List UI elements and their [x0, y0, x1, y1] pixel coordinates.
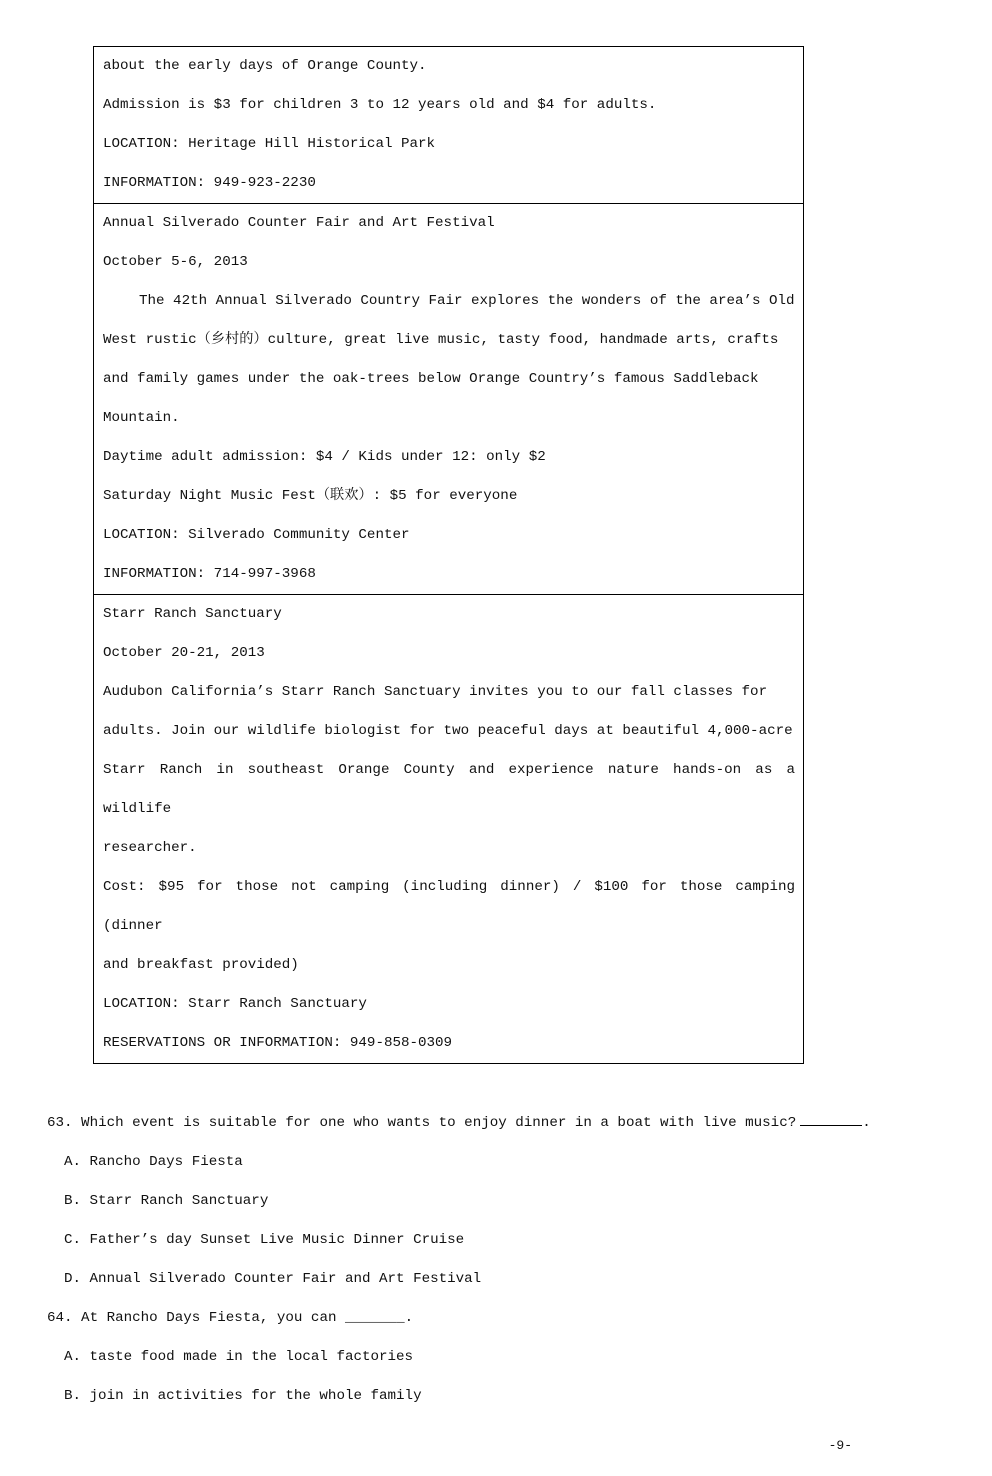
- event-admission: Admission is $3 for children 3 to 12 years old and $4 for adults.: [103, 97, 657, 113]
- event-cell: [94, 47, 804, 204]
- event-title: Annual Silverado Counter Fair and Art Festival: [103, 215, 495, 231]
- event-description-line: Mountain.: [103, 410, 180, 426]
- event-location: LOCATION: Starr Ranch Sanctuary: [103, 996, 367, 1012]
- event-description-line: adults. Join our wildlife biologist for two peaceful days at beautiful 4,000-acre: [103, 723, 793, 739]
- page-number: -9-: [828, 1438, 852, 1453]
- event-location: LOCATION: Silverado Community Center: [103, 527, 410, 543]
- event-description-line: Starr Ranch in southeast Orange County and experience nature hands-on as a wildlife: [103, 762, 795, 817]
- event-description-line: researcher.: [103, 840, 197, 856]
- event-information: INFORMATION: 714-997-3968: [103, 566, 316, 582]
- event-cell: [94, 204, 804, 595]
- event-information: INFORMATION: 949-923-2230: [103, 175, 316, 191]
- event-row-starr-ranch: [94, 595, 804, 1064]
- events-table: [93, 46, 804, 1064]
- event-description-line: and family games under the oak-trees below Orange Country’s famous Saddleback: [103, 371, 759, 387]
- question-stem-end: .: [862, 1115, 871, 1131]
- event-location: LOCATION: Heritage Hill Historical Park: [103, 136, 436, 152]
- event-date: October 20-21, 2013: [103, 645, 265, 661]
- answer-blank: [800, 1113, 862, 1126]
- question-stem: 63. Which event is suitable for one who wants to enjoy dinner in a boat with live music?: [47, 1115, 797, 1131]
- event-admission: Daytime adult admission: $4 / Kids under 12: only $2: [103, 449, 546, 465]
- event-row-silverado-fair: [94, 204, 804, 595]
- event-description-line: West rustic（乡村的）culture, great live music, tasty food, handmade arts, crafts: [103, 332, 779, 348]
- event-cost-line: and breakfast provided): [103, 957, 299, 973]
- option-d: D. Annual Silverado Counter Fair and Art Festival: [64, 1271, 482, 1287]
- question-64: 64. At Rancho Days Fiesta, you can _______.: [47, 1310, 414, 1326]
- option-a: A. Rancho Days Fiesta: [64, 1154, 243, 1170]
- event-description-line: The 42th Annual Silverado Country Fair explores the wonders of the area’s Old: [139, 293, 795, 309]
- event-date: October 5-6, 2013: [103, 254, 248, 270]
- event-row-rancho-days: [94, 47, 804, 204]
- option-c: C. Father’s day Sunset Live Music Dinner Cruise: [64, 1232, 465, 1248]
- option-b: B. Starr Ranch Sanctuary: [64, 1193, 269, 1209]
- event-cell: [94, 595, 804, 1064]
- event-music-fest: Saturday Night Music Fest（联欢）: $5 for everyone: [103, 488, 518, 504]
- event-information: RESERVATIONS OR INFORMATION: 949-858-0309: [103, 1035, 453, 1051]
- event-title: Starr Ranch Sanctuary: [103, 606, 282, 622]
- option-a: A. taste food made in the local factories: [64, 1349, 414, 1365]
- option-b: B. join in activities for the whole family: [64, 1388, 422, 1404]
- event-description-line: Audubon California’s Starr Ranch Sanctuary invites you to our fall classes for: [103, 684, 768, 700]
- event-description-line: about the early days of Orange County.: [103, 58, 427, 74]
- event-cost-line: Cost: $95 for those not camping (including dinner) / $100 for those camping (dinner: [103, 879, 795, 934]
- question-63: [47, 1104, 927, 1143]
- questions-section: [47, 1104, 927, 1416]
